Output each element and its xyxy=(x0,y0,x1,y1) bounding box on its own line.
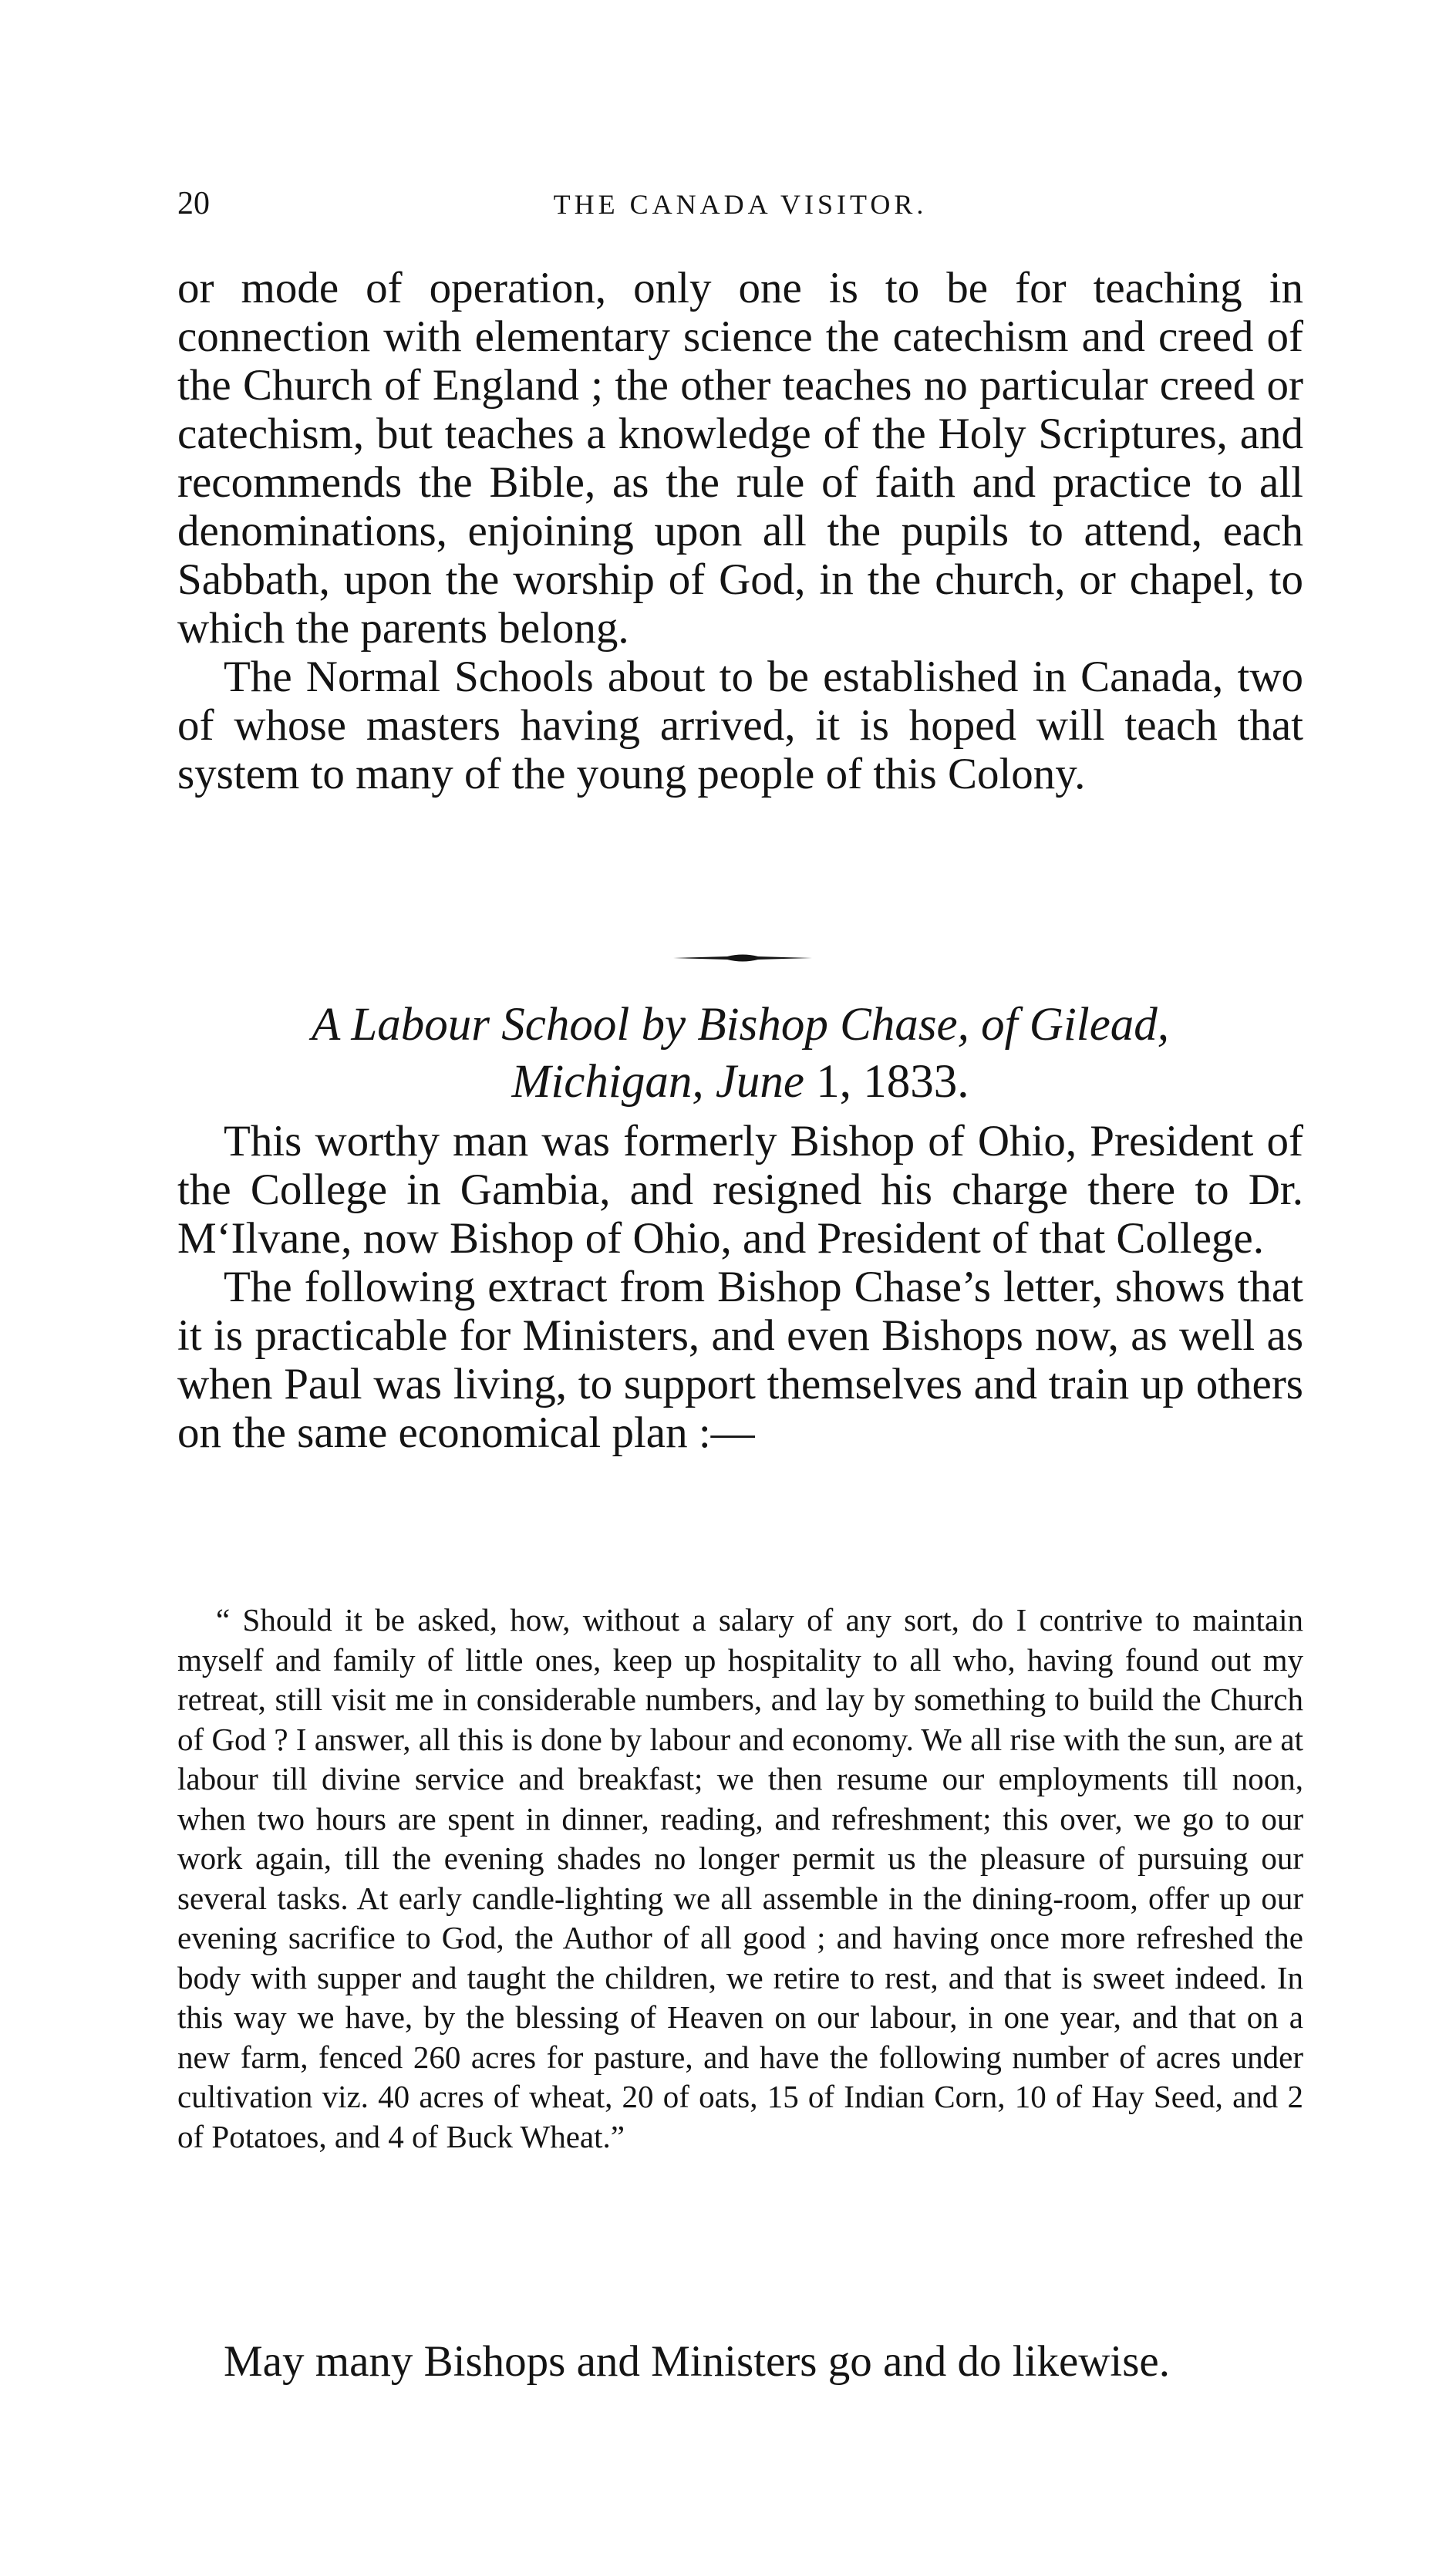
running-head xyxy=(177,185,1303,231)
lead-in-paragraph: The following extract from Bishop Chase’s letter, shows that it is practicable for Ministers, and even Bishops now, as well as when Paul was living, to support themselves and train up others on the same economical plan :— xyxy=(177,1263,1303,1457)
section-divider-ornament xyxy=(673,953,812,963)
quotation-paragraph: “ Should it be asked, how, without a salary of any sort, do I contrive to maintain myself and family of little ones, keep up hospitality to all who, having found out my retreat, still visit me in considerable numbers, and lay by something to build the Church of God ? I answer, all this is done by labour and economy. We all rise with the sun, are at labour till divine service and breakfast; we then resume our employments till noon, when two hours are spent in dinner, reading, and refreshment; this over, we go to our work again, till the evening shades no longer permit us the pleasure of pursuing our several tasks. At early candle-lighting we all assemble in the dining-room, offer up our evening sacrifice to God, the Author of all good ; and having once more refreshed the body with supper and taught the children, we retire to rest, and that is sweet indeed. In this way we have, by the blessing of Heaven on our labour, in one year, and that on a new farm, fenced 260 acres for pasture, and have the following number of acres under cultivation viz. 40 acres of wheat, 20 of oats, 15 of Indian Corn, 10 of Hay Seed, and 2 of Potatoes, and 4 of Buck Wheat.” xyxy=(177,1602,1303,2154)
article-heading-line2 xyxy=(177,1054,1303,1111)
intro-paragraph: This worthy man was formerly Bishop of Ohio, President of the College in Gambia, and resigned his charge there to Dr. M‘Ilvane, now Bishop of Ohio, and President of that College. xyxy=(177,1117,1303,1263)
continued-paragraph: or mode of operation, only one is to be for teaching in connection with elementary science the catechism and creed of the Church of England ; the other teaches no particular creed or catechism, but teaches a knowledge of the Holy Scriptures, and recommends the Bible, as the rule of faith and practice to all denominations, enjoining upon all the pupils to attend, each Sabbath, upon the worship of God, in the church, or chapel, to which the parents belong. xyxy=(177,264,1303,653)
closing-block xyxy=(177,2337,1303,2386)
closing-paragraph: May many Bishops and Ministers go and do likewise. xyxy=(224,2337,1170,2386)
opening-text-block xyxy=(177,264,1303,798)
quotation-block xyxy=(177,1601,1303,2157)
article-heading-date: 1, 1833. xyxy=(816,1056,969,1108)
page-number: 20 xyxy=(177,186,210,221)
running-title: THE CANADA VISITOR. xyxy=(553,189,928,220)
article-heading-place: Michigan, June xyxy=(511,1056,804,1108)
article-text-block xyxy=(177,1117,1303,1457)
article-heading xyxy=(177,997,1303,1111)
article-heading-line1: A Labour School by Bishop Chase, of Gilead, xyxy=(311,999,1170,1051)
normal-schools-paragraph: The Normal Schools about to be established in Canada, two of whose masters having arrived, it is hoped will teach that system to many of the young people of this Colony. xyxy=(177,653,1303,798)
